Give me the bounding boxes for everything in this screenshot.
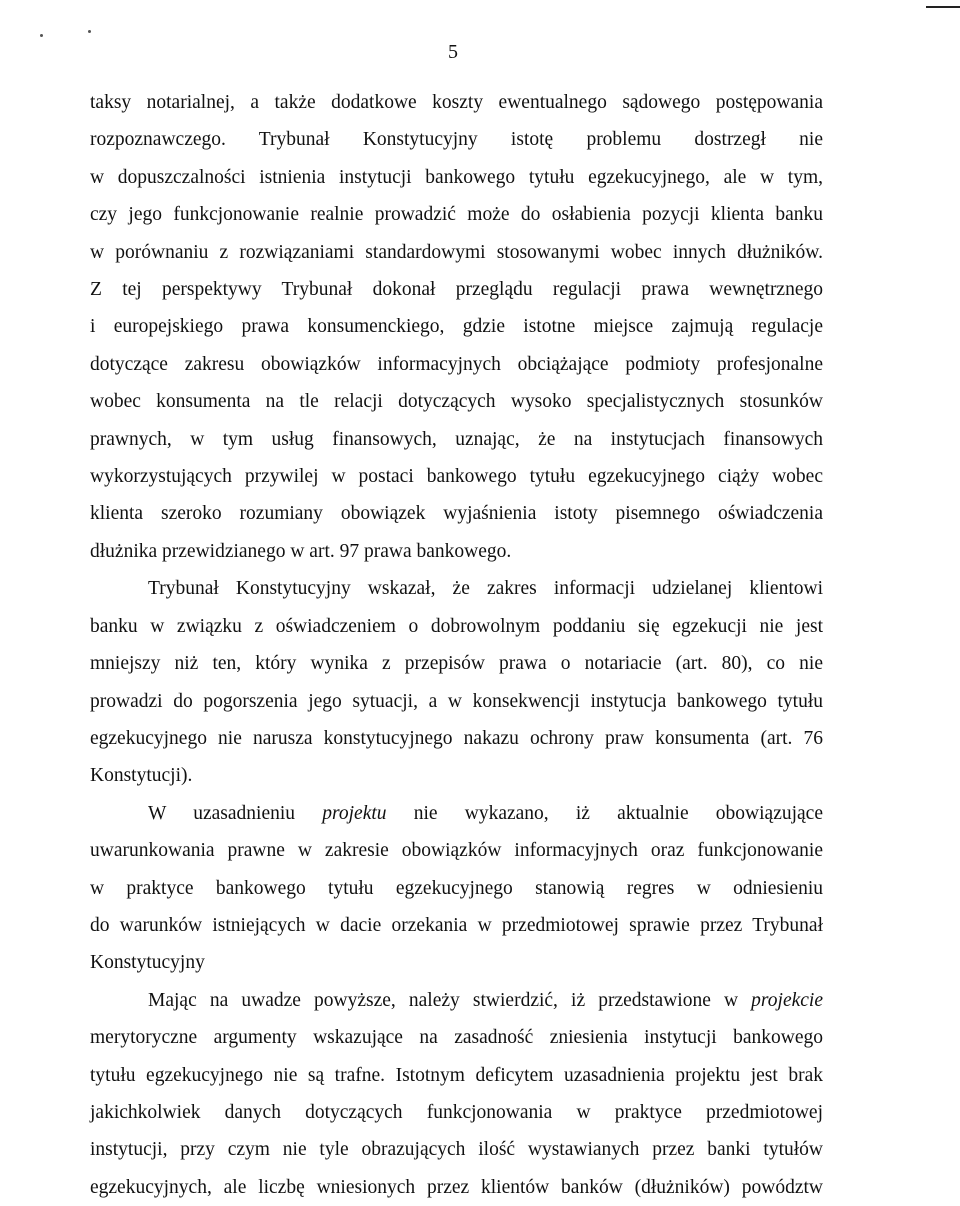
text-line: mniejszy niż ten, który wynika z przepisów prawa o notariacie (art. 80), co nie	[90, 653, 823, 675]
scan-speck	[40, 34, 43, 37]
text-line: Trybunał Konstytucyjny wskazał, że zakres informacji udzielanej klientowi	[148, 578, 823, 600]
text-fragment: W uzasadnieniu	[148, 802, 296, 824]
paragraph-4	[90, 982, 823, 1206]
text-line: banku w związku z oświadczeniem o dobrowolnym poddaniu się egzekucji nie jest	[90, 615, 823, 637]
text-line: i europejskiego prawa konsumenckiego, gdzie istotne miejsce zajmują regulacje	[90, 316, 823, 338]
text-line: egzekucyjnego nie narusza konstytucyjnego nakazu ochrony praw konsumenta (art. 76	[90, 727, 823, 749]
italic-term: projektu	[322, 802, 387, 824]
paragraph-1	[90, 84, 823, 570]
text-line: klienta szeroko rozumiany obowiązek wyjaśnienia istoty pisemnego oświadczenia	[90, 503, 823, 525]
text-line	[90, 795, 823, 832]
text-line: jakichkolwiek danych dotyczących funkcjonowania w praktyce przedmiotowej	[90, 1101, 823, 1123]
text-line: w praktyce bankowego tytułu egzekucyjnego stanowią regres w odniesieniu	[90, 877, 823, 899]
text-line: egzekucyjnych, ale liczbę wniesionych przez klientów banków (dłużników) powództw	[90, 1176, 823, 1198]
text-line: w porównaniu z rozwiązaniami standardowymi stosowanymi wobec innych dłużników.	[90, 241, 823, 263]
text-line: w dopuszczalności istnienia instytucji bankowego tytułu egzekucyjnego, ale w tym,	[90, 166, 823, 188]
text-line: prowadzi do pogorszenia jego sytuacji, a w konsekwencji instytucja bankowego tytułu	[90, 690, 823, 712]
text-line: tytułu egzekucyjnego nie są trafne. Istotnym deficytem uzasadnienia projektu jest brak	[90, 1064, 823, 1086]
text-fragment: Mając na uwadze powyższe, należy stwierdzić, iż przedstawione w	[148, 989, 739, 1011]
paragraph-3	[90, 795, 823, 982]
document-body	[90, 84, 823, 1206]
text-line: wykorzystujących przywilej w postaci bankowego tytułu egzekucyjnego ciąży wobec	[90, 466, 823, 488]
text-line: merytoryczne argumenty wskazujące na zasadność zniesienia instytucji bankowego	[90, 1027, 823, 1049]
page-number: 5	[448, 41, 458, 63]
text-line: rozpoznawczego. Trybunał Konstytucyjny istotę problemu dostrzegł nie	[90, 129, 823, 151]
text-line: czy jego funkcjonowanie realnie prowadzić może do osłabienia pozycji klienta banku	[90, 204, 823, 226]
text-line: wobec konsumenta na tle relacji dotyczących wysoko specjalistycznych stosunków	[90, 391, 823, 413]
text-line: Z tej perspektywy Trybunał dokonał przeglądu regulacji prawa wewnętrznego	[90, 279, 823, 301]
text-line: Konstytucyjny	[90, 952, 205, 974]
scan-mark	[926, 6, 960, 8]
text-line: do warunków istniejących w dacie orzekania w przedmiotowej sprawie przez Trybunał	[90, 914, 823, 936]
paragraph-2	[90, 570, 823, 794]
text-fragment: nie wykazano, iż aktualnie obowiązujące	[413, 802, 823, 824]
text-line: dłużnika przewidzianego w art. 97 prawa bankowego.	[90, 540, 512, 562]
italic-term: projekcie	[751, 989, 823, 1011]
text-line: Konstytucji).	[90, 765, 193, 787]
text-line: uwarunkowania prawne w zakresie obowiązków informacyjnych oraz funkcjonowanie	[90, 840, 823, 862]
text-line: instytucji, przy czym nie tyle obrazujących ilość wystawianych przez banki tytułów	[90, 1139, 823, 1161]
text-line: dotyczące zakresu obowiązków informacyjnych obciążające podmioty profesjonalne	[90, 353, 823, 375]
text-line: prawnych, w tym usług finansowych, uznając, że na instytucjach finansowych	[90, 428, 823, 450]
scan-speck	[88, 30, 91, 33]
text-line: taksy notarialnej, a także dodatkowe koszty ewentualnego sądowego postępowania	[90, 92, 823, 113]
text-line	[90, 982, 823, 1019]
